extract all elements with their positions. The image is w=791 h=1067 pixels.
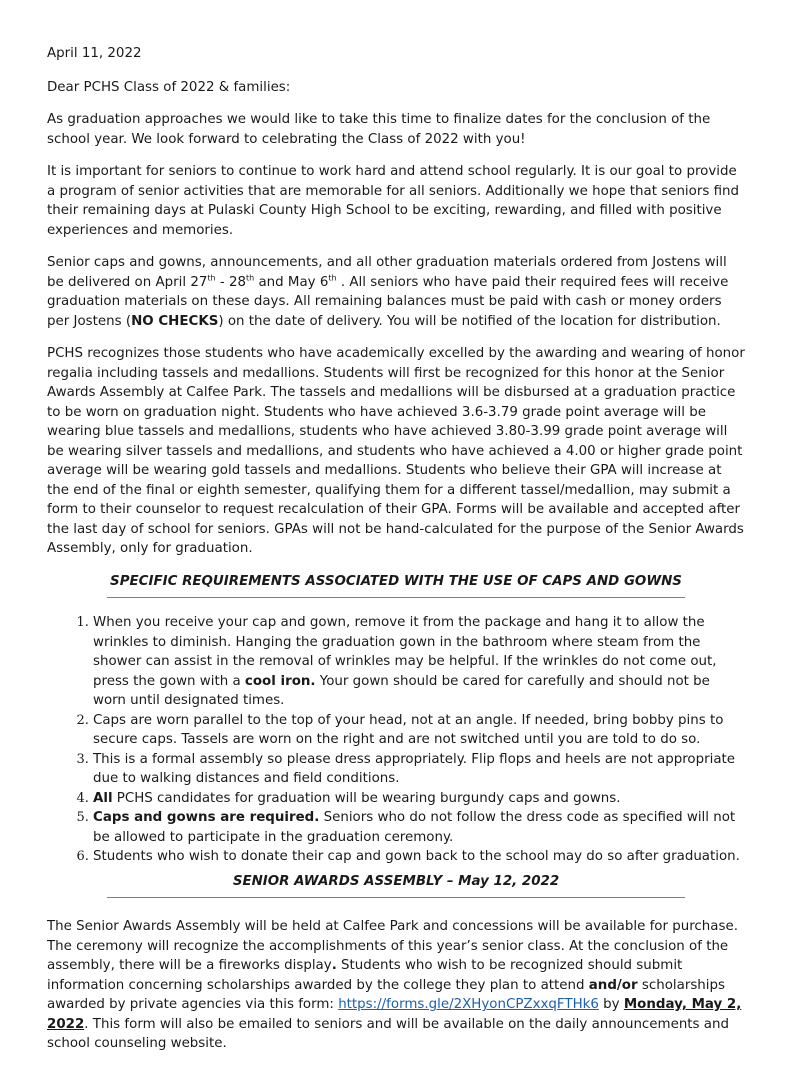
superscript: th <box>246 273 255 283</box>
list-item <box>93 789 747 809</box>
text-segment: by <box>598 997 624 1012</box>
text-segment: scholarships awarded by private agencies via this form: <box>47 977 725 1012</box>
bold-text: All <box>93 790 113 806</box>
list-item <box>93 613 747 711</box>
text-segment: and May 6 <box>254 274 329 290</box>
superscript: th <box>328 273 337 283</box>
honor-regalia-paragraph: PCHS recognizes those students who have academically excelled by the awarding and wearing of honor regalia including tassels and medallions. Students will first be recognized for this honor at the Senior Awards Assembly at Calfee Park. The tassels and medallions will be disbursed at a graduation practice to be worn on graduation night. Students who have achieved 3.6-3.79 grade point average will be wearing blue tassels and medallions, students who have achieved 3.80-3.99 grade point average will be wearing silver tassels and medallions, and students who have achieved a 4.00 or higher grade point average will be wearing gold tassels and medallions. Students who believe their GPA will increase at the end of the final or eighth semester, qualifying them for a different tassel/medallion, may submit a form to their counselor to request recalculation of their GPA. Forms will be available and accepted after the last day of school for seniors. GPAs will not be hand-calculated for the purpose of the Senior Awards Assembly, only for graduation. <box>47 346 745 556</box>
list-item: 6. Students who wish to donate their cap and gown back to the school may do so after graduation. <box>93 847 747 867</box>
text-segment: PCHS candidates for graduation will be wearing burgundy caps and gowns. <box>112 790 621 806</box>
text-segment: Your gown should be cared for carefully and should not be worn until designated times. <box>93 673 710 708</box>
text-segment: - 28 <box>215 274 246 290</box>
salutation: Dear PCHS Class of 2022 & families: <box>47 79 291 95</box>
text-segment: When you receive your cap and gown, remove it from the package and hang it to allow the wrinkles to diminish. Hanging the graduation gown in the bathroom where steam from the shower can assist in the removal of wrinkles may be helpful. If the wrinkles do not come out, press the gown with a <box>93 615 717 689</box>
awards-assembly-heading: SENIOR AWARDS ASSEMBLY – May 12, 2022 <box>107 872 685 899</box>
attendance-paragraph: It is important for seniors to continue to work hard and attend school regularly. It is our goal to provide a program of senior activities that are memorable for all seniors. Additionally we hope that seniors find their remaining days at Pulaski County High School to be exciting, rewarding, and filled with positive experiences and memories. <box>47 164 739 238</box>
text-segment: . All seniors who have paid their required fees will receive graduation materials on these days. All remaining balances must be paid with cash or money orders per Jostens ( <box>47 274 729 329</box>
list-item: 2. Caps are worn parallel to the top of your head, not at an angle. If needed, bring bobby pins to secure caps. Tassels are worn on the right and are not switched until you are told to do so. <box>93 711 747 750</box>
text-segment: The Senior Awards Assembly will be held at Calfee Park and concessions will be available for purchase. The ceremony will recognize the accomplishments of this year’s senior class. At the conclusion of the assembly, there will be a fireworks display <box>47 919 738 973</box>
superscript: th <box>207 273 216 283</box>
bold-text: . <box>331 958 337 973</box>
bold-text: cool iron. <box>244 673 316 689</box>
letter-date: April 11, 2022 <box>47 46 142 61</box>
text-segment: ) on the date of delivery. You will be notified of the location for distribution. <box>218 313 721 329</box>
form-link[interactable]: https://forms.gle/2XHyonCPZxxqFTHk6 <box>338 997 599 1012</box>
letter-page <box>47 44 747 1067</box>
deadline-date: Monday, May 2, 2022 <box>47 997 742 1032</box>
bold-text: Caps and gowns are required. <box>93 810 320 825</box>
caps-delivery-paragraph <box>47 253 747 331</box>
no-checks-bold: NO CHECKS <box>131 313 219 329</box>
list-item <box>93 808 747 847</box>
text-segment: Senior caps and gowns, announcements, and all other graduation materials ordered from Jostens will be delivered on April 27 <box>47 255 727 290</box>
text-segment: Students who wish to be recognized should submit information concerning scholarships awarded by the college they plan to attend <box>47 958 683 993</box>
caps-gowns-heading: SPECIFIC REQUIREMENTS ASSOCIATED WITH THE USE OF CAPS AND GOWNS <box>107 572 685 599</box>
intro-paragraph: As graduation approaches we would like to take this time to finalize dates for the conclusion of the school year. We look forward to celebrating the Class of 2022 with you! <box>47 112 711 147</box>
requirements-list <box>47 613 747 867</box>
awards-assembly-paragraph <box>47 917 747 1054</box>
list-item: 3. This is a formal assembly so please dress appropriately. Flip flops and heels are not appropriate due to walking distances and field conditions. <box>93 750 747 789</box>
text-segment: Seniors who do not follow the dress code as specified will not be allowed to participate in the graduation ceremony. <box>93 810 736 845</box>
text-segment: . This form will also be emailed to seniors and will be available on the daily announcements and school counseling website. <box>47 1016 729 1051</box>
bold-text: and/or <box>588 977 638 993</box>
